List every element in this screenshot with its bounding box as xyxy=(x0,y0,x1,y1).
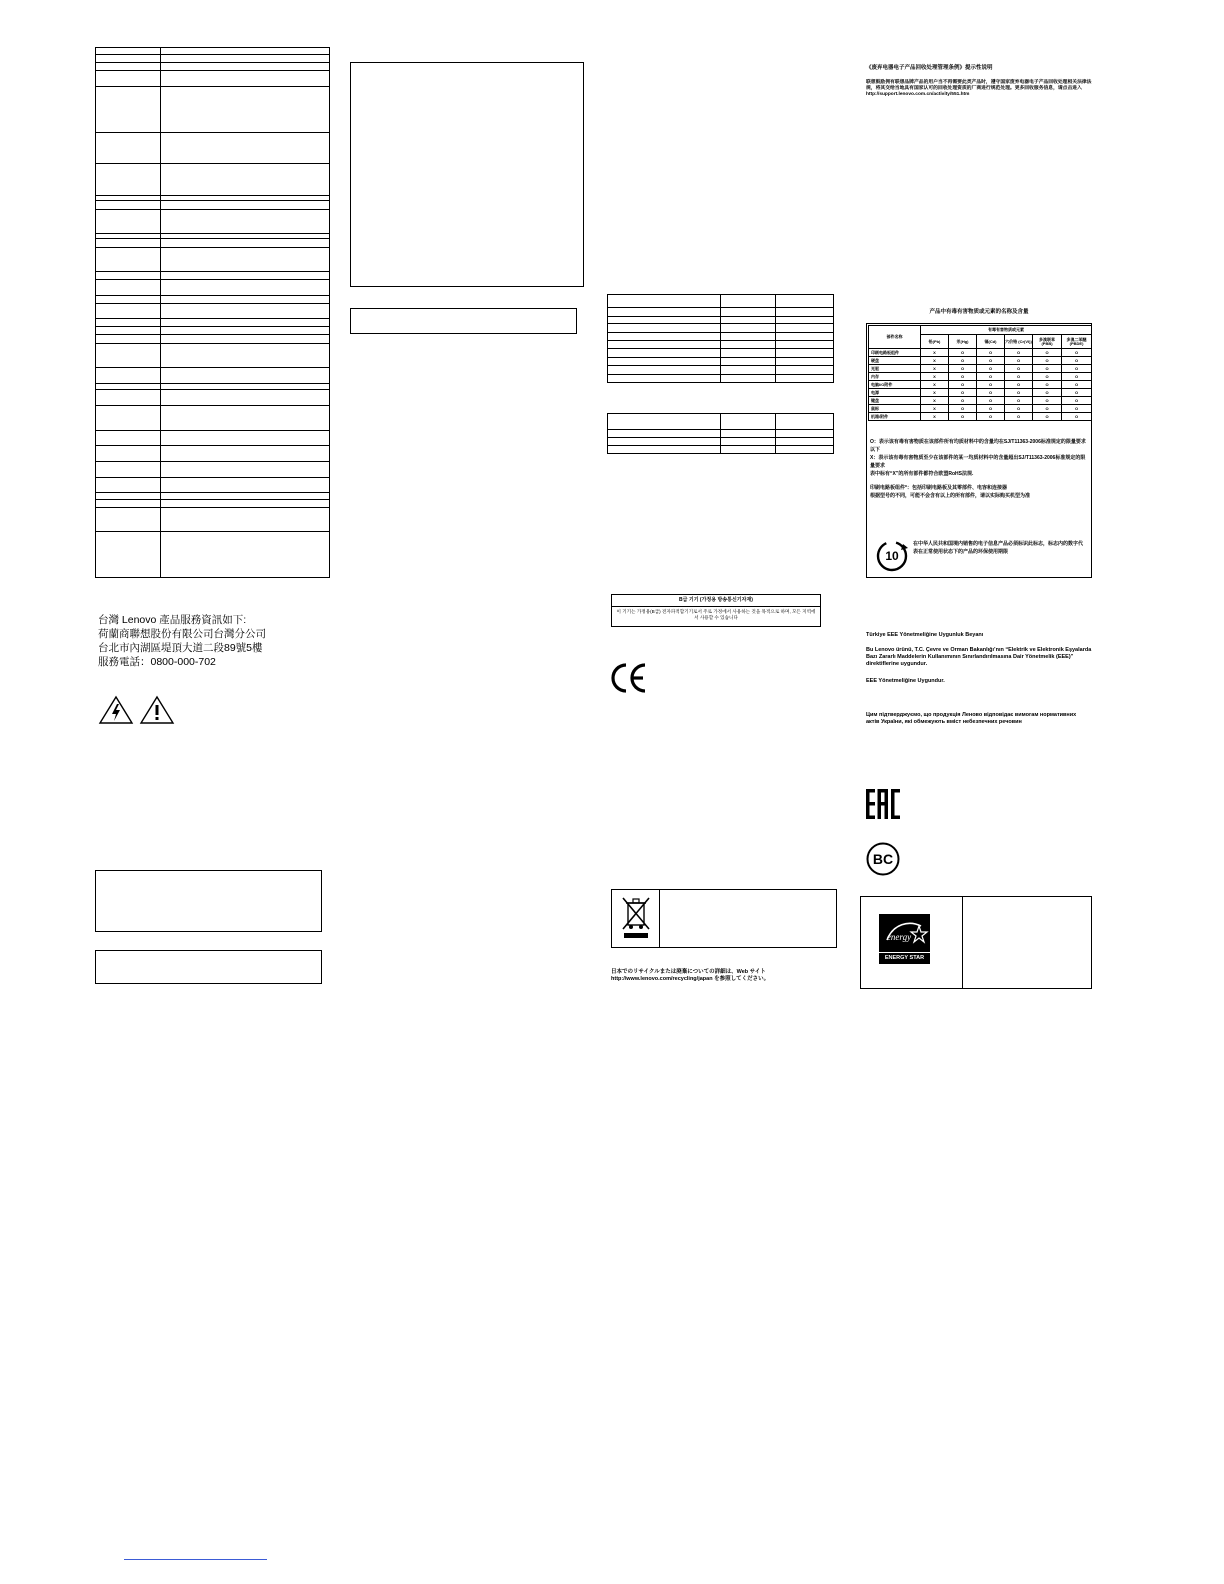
substance-value: O xyxy=(1033,405,1062,413)
substance-value: O xyxy=(1005,349,1033,357)
substance-value: O xyxy=(1062,373,1092,381)
substance-value: X xyxy=(921,373,949,381)
table-row xyxy=(869,373,1092,381)
substance-value: O xyxy=(1033,365,1062,373)
substance-value: O xyxy=(977,397,1005,405)
hyperlink-underline[interactable] xyxy=(124,1559,267,1560)
ce-mark xyxy=(609,661,649,695)
substance-value: O xyxy=(1062,389,1092,397)
epup-number: 10 xyxy=(885,549,899,563)
energy-star-box xyxy=(860,896,1092,989)
substance-value: O xyxy=(949,405,977,413)
caution-warning-icon xyxy=(139,695,175,725)
hazardous-table-title: 产品中有毒有害物质或元素的名称及含量 xyxy=(929,309,1029,315)
china-notice-url[interactable]: http://support.lenovo.com.cn/activity/551.htm xyxy=(866,92,970,97)
substance-value: O xyxy=(949,397,977,405)
substance-value: X xyxy=(921,357,949,365)
substance-column-header: 多溴联苯 (PBB) xyxy=(1033,335,1062,349)
substance-value: X xyxy=(921,389,949,397)
substance-value: O xyxy=(1033,389,1062,397)
empty-box-2 xyxy=(95,950,322,984)
substance-value: O xyxy=(1005,365,1033,373)
substance-value: X xyxy=(921,405,949,413)
substance-value: O xyxy=(1005,373,1033,381)
substance-value: O xyxy=(1005,413,1033,421)
substance-value: O xyxy=(977,389,1005,397)
substance-value: O xyxy=(977,357,1005,365)
taiwan-service-line2: 荷蘭商聯想股份有限公司台灣分公司 xyxy=(98,628,266,640)
substance-value: O xyxy=(1033,357,1062,365)
note-pcb: 印刷电路板组件*：包括印刷电路板及其零部件、电容和连接器 xyxy=(870,485,1007,491)
substance-column-header: 铅(Pb) xyxy=(921,335,949,349)
substance-value: O xyxy=(1062,413,1092,421)
note-rohs: 表中标有“X”的所有部件都符合欧盟RoHS法规. xyxy=(870,471,974,477)
substance-value: O xyxy=(1062,381,1092,389)
spec-table-right-1 xyxy=(607,294,834,383)
china-recycling-notice xyxy=(866,65,1092,98)
substance-value: O xyxy=(1062,365,1092,373)
electric-shock-warning-icon xyxy=(98,695,134,725)
substance-value: O xyxy=(1062,405,1092,413)
substance-value: O xyxy=(949,389,977,397)
table-row xyxy=(869,389,1092,397)
japan-line2: http://www.lenovo.com/recycling/japan を参照してください。 xyxy=(611,976,770,982)
empty-box-1 xyxy=(95,870,322,932)
taiwan-service-line4: 服務電話：0800-000-702 xyxy=(98,656,216,668)
substance-value: X xyxy=(921,349,949,357)
hazardous-substances-table xyxy=(868,325,1092,421)
hazardous-notes xyxy=(870,438,1088,500)
substance-value: O xyxy=(1062,357,1092,365)
substance-value: O xyxy=(1005,397,1033,405)
korea-box-title: B급 기기 (가정용 방송통신기자재) xyxy=(612,595,820,607)
part-name: 硬盘 xyxy=(869,357,921,365)
weee-box xyxy=(611,889,837,948)
substance-value: O xyxy=(1062,349,1092,357)
china-notice-title: 《废弃电器电子产品回收处理管理条例》提示性说明 xyxy=(866,65,993,71)
taiwan-service-line1: 台灣 Lenovo 產品服務資訊如下: xyxy=(98,614,247,626)
korea-box-body: 이 기기는 가정용(B급) 전자파적합기기로서 주로 가정에서 사용하는 것을 목적으로 하며, 모든 지역에서 사용할 수 있습니다 xyxy=(616,609,816,620)
substance-value: X xyxy=(921,381,949,389)
taiwan-service-line3: 台北市內湖區堤頂大道二段89號5樓 xyxy=(98,642,263,654)
part-name: 内存 xyxy=(869,373,921,381)
weee-crossed-bin-icon xyxy=(620,895,652,941)
part-name: 机箱/附件 xyxy=(869,413,921,421)
substance-value: O xyxy=(1005,389,1033,397)
substance-value: O xyxy=(977,373,1005,381)
substance-value: O xyxy=(1005,357,1033,365)
substance-column-header: 六价铬 (Cr(VI)) xyxy=(1005,335,1033,349)
table-row xyxy=(869,365,1092,373)
substance-value: O xyxy=(949,365,977,373)
taiwan-service-info xyxy=(98,613,338,669)
part-name: 键盘 xyxy=(869,397,921,405)
epup-text: 在中华人民共和国境内销售的电子信息产品必须标识此标志，标志内的数字代表在正常使用状态下的产品的环保使用期限 xyxy=(913,541,1084,555)
svg-text:energy: energy xyxy=(886,932,912,942)
table-row xyxy=(869,405,1092,413)
epup-logo xyxy=(875,540,909,572)
substance-value: O xyxy=(1033,381,1062,389)
turkey-title: Türkiye EEE Yönetmeliğine Uygunluk Beyanı xyxy=(866,632,984,638)
substance-value: O xyxy=(949,373,977,381)
turkey-line2: EEE Yönetmeliğine Uygundur. xyxy=(866,678,945,684)
energy-star-label: ENERGY STAR xyxy=(879,952,930,963)
table-row xyxy=(869,413,1092,421)
part-name: 电源 xyxy=(869,389,921,397)
group-header: 有毒有害物质或元素 xyxy=(921,326,1092,335)
substance-value: O xyxy=(1062,397,1092,405)
svg-text:BC: BC xyxy=(872,851,894,867)
japan-recycling-notice xyxy=(611,969,851,983)
bc-mark xyxy=(866,842,900,876)
japan-line1: 日本でのリサイクルまたは廃棄についての詳細は、Web サイト xyxy=(611,969,766,975)
substance-value: O xyxy=(977,381,1005,389)
part-name: 印刷电路板组件 xyxy=(869,349,921,357)
substance-value: O xyxy=(1005,405,1033,413)
substance-column-header: 汞(Hg) xyxy=(949,335,977,349)
substance-value: O xyxy=(977,349,1005,357)
note-o: O：表示该有毒有害物质在该部件所有均质材料中的含量均在SJ/T11363-2006标准规定的限量要求以下 xyxy=(870,439,1086,453)
note-x: X：表示该有毒有害物质至少在该部件的某一均质材料中的含量超出SJ/T11363-2006标准规定的限量要求 xyxy=(870,455,1086,469)
substance-value: X xyxy=(921,413,949,421)
turkey-notice xyxy=(866,632,1092,685)
substance-value: O xyxy=(977,405,1005,413)
empty-box-4 xyxy=(350,308,577,334)
substance-value: O xyxy=(1033,349,1062,357)
ukraine-notice: Цим підтверджуємо, що продукція Леново відповідає вимогам нормативних актів України, які обмежують вміст небезпечних речовин xyxy=(866,712,1077,725)
substance-value: O xyxy=(1005,381,1033,389)
substance-value: X xyxy=(921,397,949,405)
energy-star-logo xyxy=(879,914,930,964)
part-name: 光驱 xyxy=(869,365,921,373)
korea-class-b-box xyxy=(611,594,821,627)
substance-column-header: 镉(Cd) xyxy=(977,335,1005,349)
substance-value: O xyxy=(949,349,977,357)
table-row xyxy=(869,397,1092,405)
table-row xyxy=(869,349,1092,357)
substance-value: O xyxy=(977,413,1005,421)
substance-value: O xyxy=(1033,413,1062,421)
spec-table-left xyxy=(95,47,330,578)
substance-value: O xyxy=(949,357,977,365)
part-header: 部件名称 xyxy=(869,326,921,349)
hazardous-substances-panel xyxy=(866,323,1092,578)
substance-column-header: 多溴二苯醚 (PBDE) xyxy=(1062,335,1092,349)
note-model: 根据型号的不同，可能不会含有以上的所有部件，请以实际购买机型为准 xyxy=(870,493,1031,499)
substance-value: X xyxy=(921,365,949,373)
turkey-body: Bu Lenovo ürünü, T.C. Çevre ve Orman Bakanlığı’nın “Elektrik ve Elektronik Eşyalarda Bazı Zararlı Maddelerin Kullanımının Sınırlandırılmasına Dair Yönetmelik (EEE)” direktiflerine uygundur. xyxy=(866,647,1092,667)
spec-table-right-2 xyxy=(607,413,834,454)
table-row xyxy=(869,381,1092,389)
eac-mark xyxy=(866,789,900,819)
substance-value: O xyxy=(949,381,977,389)
empty-box-3 xyxy=(350,62,584,287)
part-name: 鼠标 xyxy=(869,405,921,413)
table-row xyxy=(869,357,1092,365)
china-notice-body: 联想鼓励拥有联想品牌产品的用户当不再需要此类产品时，遵守国家废弃电器电子产品回收处理相关法律法规，将其交给当地具有国家认可的回收处理资质的厂商进行规范处理。更多回收服务信息，请点击进入 xyxy=(866,80,1092,91)
part-name: 电脑I/O附件 xyxy=(869,381,921,389)
substance-value: O xyxy=(949,413,977,421)
substance-value: O xyxy=(1033,397,1062,405)
substance-value: O xyxy=(1033,373,1062,381)
substance-value: O xyxy=(977,365,1005,373)
